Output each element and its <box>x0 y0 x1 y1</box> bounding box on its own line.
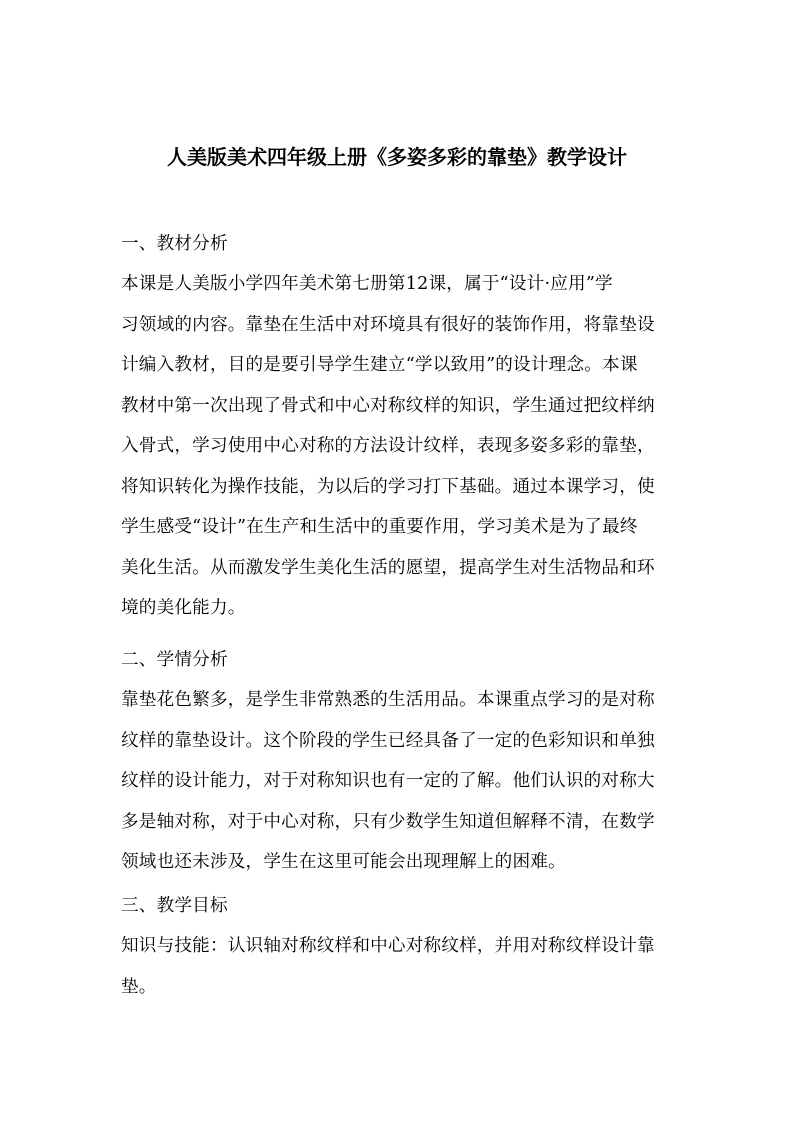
text-line: 习领域的内容。靠垫在生活中对环境具有很好的装饰作用，将靠垫设 <box>121 314 655 335</box>
text-line: 领域也还未涉及，学生在这里可能会出现理解上的困难。 <box>121 852 566 872</box>
text-line: 入骨式，学习使用中心对称的方法设计纹样，表现多姿多彩的靠垫， <box>121 436 655 456</box>
text-line: 美化生活。从而激发学生美化生活的愿望，提高学生对生活物品和环 <box>121 557 655 578</box>
text-line: 教材中第一次出现了骨式和中心对称纹样的知识，学生通过把纹样纳 <box>121 395 655 416</box>
text-line: 纹样的靠垫设计。这个阶段的学生已经具备了一定的色彩知识和单独 <box>121 730 655 751</box>
text-line: 本课是人美版小学四年美术第七册第12课，属于“设计·应用”学 <box>121 274 613 294</box>
paragraph-textbook-analysis <box>121 264 677 629</box>
text-line: 学生感受“设计”在生产和生活中的重要作用，学习美术是为了最终 <box>121 517 638 537</box>
text-line: 多是轴对称，对于中心对称，只有少数学生知道但解释不清，在数学 <box>121 811 655 832</box>
paragraph-teaching-goals <box>121 926 677 1007</box>
section-heading-textbook-analysis: 一、教材分析 <box>121 234 228 254</box>
document-title: 人美版美术四年级上册《多姿多彩的靠垫》教学设计 <box>167 145 627 169</box>
text-line: 将知识转化为操作技能，为以后的学习打下基础。通过本课学习，使 <box>121 476 655 497</box>
text-line: 垫。 <box>121 976 157 997</box>
text-line: 境的美化能力。 <box>121 598 246 618</box>
text-line: 知识与技能：认识轴对称纹样和中心对称纹样，并用对称纹样设计靠 <box>121 936 655 956</box>
text-line: 计编入教材，目的是要引导学生建立“学以致用”的设计理念。本课 <box>121 355 638 375</box>
section-heading-teaching-goals: 三、教学目标 <box>121 896 228 916</box>
text-line: 纹样的设计能力，对于对称知识也有一定的了解。他们认识的对称大 <box>121 771 655 791</box>
paragraph-student-analysis <box>121 680 677 883</box>
text-line: 靠垫花色繁多，是学生非常熟悉的生活用品。本课重点学习的是对称 <box>121 690 655 710</box>
section-heading-student-analysis: 二、学情分析 <box>121 650 228 670</box>
